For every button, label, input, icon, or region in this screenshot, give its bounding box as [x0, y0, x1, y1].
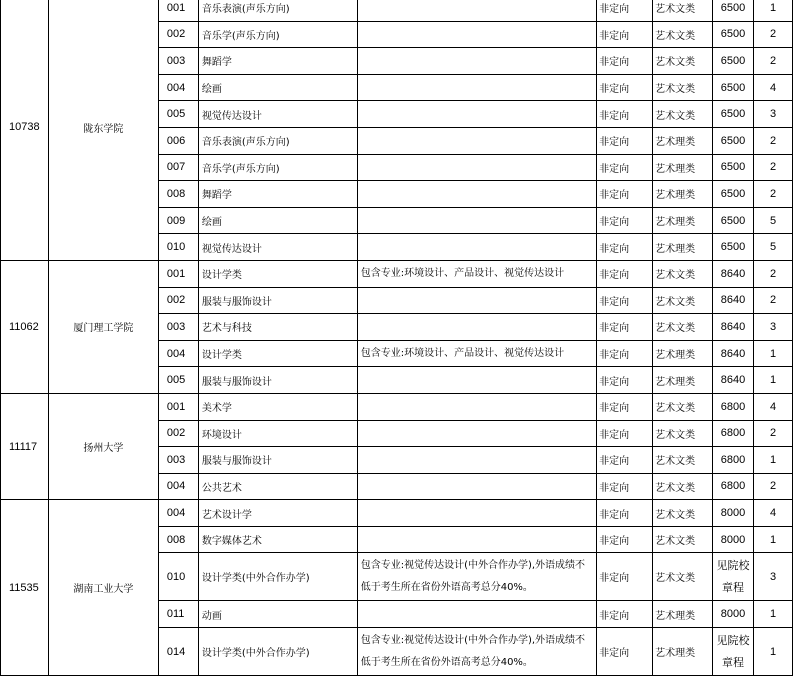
major-name-cell: 设计学类: [198, 260, 357, 287]
major-name-cell: 公共艺术: [198, 473, 357, 500]
direction-cell: 非定向: [597, 601, 653, 628]
tuition-cell: 6800: [713, 393, 754, 420]
major-name-cell: 服装与服饰设计: [198, 447, 357, 474]
table-row: [1, 393, 793, 420]
plan-count-cell: 2: [754, 181, 793, 208]
major-name-cell: 音乐学(声乐方向): [198, 154, 357, 181]
category-cell: 艺术理类: [653, 127, 713, 154]
direction-cell: 非定向: [597, 260, 653, 287]
category-cell: 艺术文类: [653, 420, 713, 447]
major-code-cell: 007: [158, 154, 198, 181]
tuition-cell: 6500: [713, 181, 754, 208]
major-code-cell: 004: [158, 74, 198, 101]
category-cell: 艺术理类: [653, 207, 713, 234]
major-code-cell: 003: [158, 447, 198, 474]
tuition-cell: 8000: [713, 601, 754, 628]
category-cell: 艺术文类: [653, 314, 713, 341]
remark-cell: 包含专业:环境设计、产品设计、视觉传达设计: [357, 340, 596, 367]
school-name-cell: 陇东学院: [48, 0, 158, 260]
remark-cell: 包含专业:环境设计、产品设计、视觉传达设计: [357, 260, 596, 287]
direction-cell: 非定向: [597, 447, 653, 474]
plan-count-cell: 2: [754, 48, 793, 75]
school-code-cell: 11117: [1, 393, 49, 499]
plan-count-cell: 2: [754, 154, 793, 181]
category-cell: 艺术文类: [653, 447, 713, 474]
remark-cell: [357, 207, 596, 234]
direction-cell: 非定向: [597, 553, 653, 601]
category-cell: 艺术文类: [653, 393, 713, 420]
plan-count-cell: 1: [754, 526, 793, 553]
remark-cell: 包含专业:视觉传达设计(中外合作办学),外语成绩不低于考生所在省份外语高考总分40%。: [357, 553, 596, 601]
category-cell: 艺术文类: [653, 526, 713, 553]
plan-count-cell: 3: [754, 553, 793, 601]
major-code-cell: 002: [158, 287, 198, 314]
tuition-cell: 6800: [713, 447, 754, 474]
remark-cell: [357, 21, 596, 48]
direction-cell: 非定向: [597, 500, 653, 527]
plan-count-cell: 2: [754, 473, 793, 500]
school-name-cell: 厦门理工学院: [48, 260, 158, 393]
plan-count-cell: 2: [754, 127, 793, 154]
remark-cell: 包含专业:视觉传达设计(中外合作办学),外语成绩不低于考生所在省份外语高考总分40%。: [357, 628, 596, 676]
remark-cell: [357, 154, 596, 181]
remark-cell: [357, 234, 596, 261]
direction-cell: 非定向: [597, 340, 653, 367]
direction-cell: 非定向: [597, 101, 653, 128]
tuition-cell: 8000: [713, 526, 754, 553]
tuition-cell: 6500: [713, 207, 754, 234]
plan-count-cell: 5: [754, 234, 793, 261]
major-name-cell: 数字媒体艺术: [198, 526, 357, 553]
direction-cell: 非定向: [597, 48, 653, 75]
major-name-cell: 舞蹈学: [198, 181, 357, 208]
category-cell: 艺术理类: [653, 181, 713, 208]
major-code-cell: 003: [158, 314, 198, 341]
major-name-cell: 动画: [198, 601, 357, 628]
category-cell: 艺术理类: [653, 340, 713, 367]
direction-cell: 非定向: [597, 393, 653, 420]
remark-cell: [357, 393, 596, 420]
category-cell: 艺术理类: [653, 601, 713, 628]
tuition-cell: 6500: [713, 0, 754, 21]
remark-cell: [357, 314, 596, 341]
major-name-cell: 艺术设计学: [198, 500, 357, 527]
direction-cell: 非定向: [597, 287, 653, 314]
remark-cell: [357, 601, 596, 628]
table-row: [1, 260, 793, 287]
major-code-cell: 005: [158, 101, 198, 128]
tuition-cell: 6500: [713, 74, 754, 101]
major-code-cell: 010: [158, 234, 198, 261]
tuition-cell: 6500: [713, 48, 754, 75]
category-cell: 艺术文类: [653, 74, 713, 101]
remark-cell: [357, 287, 596, 314]
direction-cell: 非定向: [597, 367, 653, 394]
direction-cell: 非定向: [597, 127, 653, 154]
direction-cell: 非定向: [597, 314, 653, 341]
category-cell: 艺术文类: [653, 260, 713, 287]
table-row: [1, 500, 793, 527]
category-cell: 艺术文类: [653, 0, 713, 21]
tuition-cell: 6500: [713, 21, 754, 48]
remark-cell: [357, 473, 596, 500]
major-code-cell: 001: [158, 260, 198, 287]
tuition-cell: 8640: [713, 340, 754, 367]
remark-cell: [357, 127, 596, 154]
major-name-cell: 环境设计: [198, 420, 357, 447]
category-cell: 艺术文类: [653, 101, 713, 128]
tuition-cell: 6800: [713, 420, 754, 447]
major-name-cell: 音乐学(声乐方向): [198, 21, 357, 48]
tuition-cell: 8640: [713, 287, 754, 314]
tuition-cell: 见院校章程: [713, 628, 754, 676]
tuition-cell: 6500: [713, 101, 754, 128]
category-cell: 艺术文类: [653, 473, 713, 500]
plan-count-cell: 3: [754, 101, 793, 128]
direction-cell: 非定向: [597, 234, 653, 261]
major-code-cell: 005: [158, 367, 198, 394]
remark-cell: [357, 48, 596, 75]
major-name-cell: 音乐表演(声乐方向): [198, 127, 357, 154]
tuition-cell: 8000: [713, 500, 754, 527]
tuition-cell: 8640: [713, 260, 754, 287]
major-name-cell: 绘画: [198, 207, 357, 234]
major-name-cell: 音乐表演(声乐方向): [198, 0, 357, 21]
plan-count-cell: 3: [754, 314, 793, 341]
major-name-cell: 设计学类(中外合作办学): [198, 628, 357, 676]
plan-count-cell: 2: [754, 420, 793, 447]
direction-cell: 非定向: [597, 473, 653, 500]
table-row: [1, 0, 793, 21]
tuition-cell: 6800: [713, 473, 754, 500]
major-name-cell: 服装与服饰设计: [198, 367, 357, 394]
tuition-cell: 6500: [713, 127, 754, 154]
tuition-cell: 8640: [713, 367, 754, 394]
major-name-cell: 服装与服饰设计: [198, 287, 357, 314]
category-cell: 艺术理类: [653, 628, 713, 676]
major-name-cell: 美术学: [198, 393, 357, 420]
remark-cell: [357, 526, 596, 553]
plan-count-cell: 2: [754, 21, 793, 48]
plan-count-cell: 1: [754, 340, 793, 367]
direction-cell: 非定向: [597, 420, 653, 447]
remark-cell: [357, 367, 596, 394]
tuition-cell: 6500: [713, 154, 754, 181]
major-code-cell: 009: [158, 207, 198, 234]
major-name-cell: 视觉传达设计: [198, 101, 357, 128]
plan-count-cell: 5: [754, 207, 793, 234]
major-code-cell: 010: [158, 553, 198, 601]
direction-cell: 非定向: [597, 207, 653, 234]
plan-count-cell: 1: [754, 628, 793, 676]
remark-cell: [357, 101, 596, 128]
remark-cell: [357, 420, 596, 447]
major-code-cell: 004: [158, 473, 198, 500]
school-name-cell: 湖南工业大学: [48, 500, 158, 676]
plan-count-cell: 1: [754, 367, 793, 394]
remark-cell: [357, 0, 596, 21]
major-code-cell: 008: [158, 526, 198, 553]
major-name-cell: 艺术与科技: [198, 314, 357, 341]
category-cell: 艺术理类: [653, 154, 713, 181]
category-cell: 艺术文类: [653, 48, 713, 75]
remark-cell: [357, 500, 596, 527]
direction-cell: 非定向: [597, 526, 653, 553]
major-name-cell: 设计学类(中外合作办学): [198, 553, 357, 601]
category-cell: 艺术文类: [653, 553, 713, 601]
plan-count-cell: 2: [754, 287, 793, 314]
major-code-cell: 008: [158, 181, 198, 208]
direction-cell: 非定向: [597, 74, 653, 101]
direction-cell: 非定向: [597, 0, 653, 21]
school-name-cell: 扬州大学: [48, 393, 158, 499]
category-cell: 艺术文类: [653, 500, 713, 527]
major-name-cell: 设计学类: [198, 340, 357, 367]
major-code-cell: 006: [158, 127, 198, 154]
school-code-cell: 11062: [1, 260, 49, 393]
major-name-cell: 视觉传达设计: [198, 234, 357, 261]
category-cell: 艺术理类: [653, 234, 713, 261]
direction-cell: 非定向: [597, 181, 653, 208]
major-name-cell: 舞蹈学: [198, 48, 357, 75]
major-code-cell: 003: [158, 48, 198, 75]
remark-cell: [357, 74, 596, 101]
major-code-cell: 004: [158, 340, 198, 367]
major-code-cell: 011: [158, 601, 198, 628]
category-cell: 艺术理类: [653, 367, 713, 394]
major-name-cell: 绘画: [198, 74, 357, 101]
category-cell: 艺术文类: [653, 21, 713, 48]
major-code-cell: 002: [158, 21, 198, 48]
plan-count-cell: 2: [754, 260, 793, 287]
plan-count-cell: 1: [754, 0, 793, 21]
major-code-cell: 002: [158, 420, 198, 447]
school-code-cell: 11535: [1, 500, 49, 676]
major-code-cell: 001: [158, 393, 198, 420]
major-code-cell: 004: [158, 500, 198, 527]
school-code-cell: 10738: [1, 0, 49, 260]
category-cell: 艺术文类: [653, 287, 713, 314]
plan-count-cell: 1: [754, 601, 793, 628]
plan-count-cell: 4: [754, 74, 793, 101]
enrollment-plan-body: [1, 0, 793, 676]
tuition-cell: 见院校章程: [713, 553, 754, 601]
tuition-cell: 6500: [713, 234, 754, 261]
direction-cell: 非定向: [597, 628, 653, 676]
remark-cell: [357, 447, 596, 474]
direction-cell: 非定向: [597, 154, 653, 181]
tuition-cell: 8640: [713, 314, 754, 341]
direction-cell: 非定向: [597, 21, 653, 48]
remark-cell: [357, 181, 596, 208]
major-code-cell: 014: [158, 628, 198, 676]
plan-count-cell: 4: [754, 500, 793, 527]
plan-count-cell: 1: [754, 447, 793, 474]
major-code-cell: 001: [158, 0, 198, 21]
plan-count-cell: 4: [754, 393, 793, 420]
